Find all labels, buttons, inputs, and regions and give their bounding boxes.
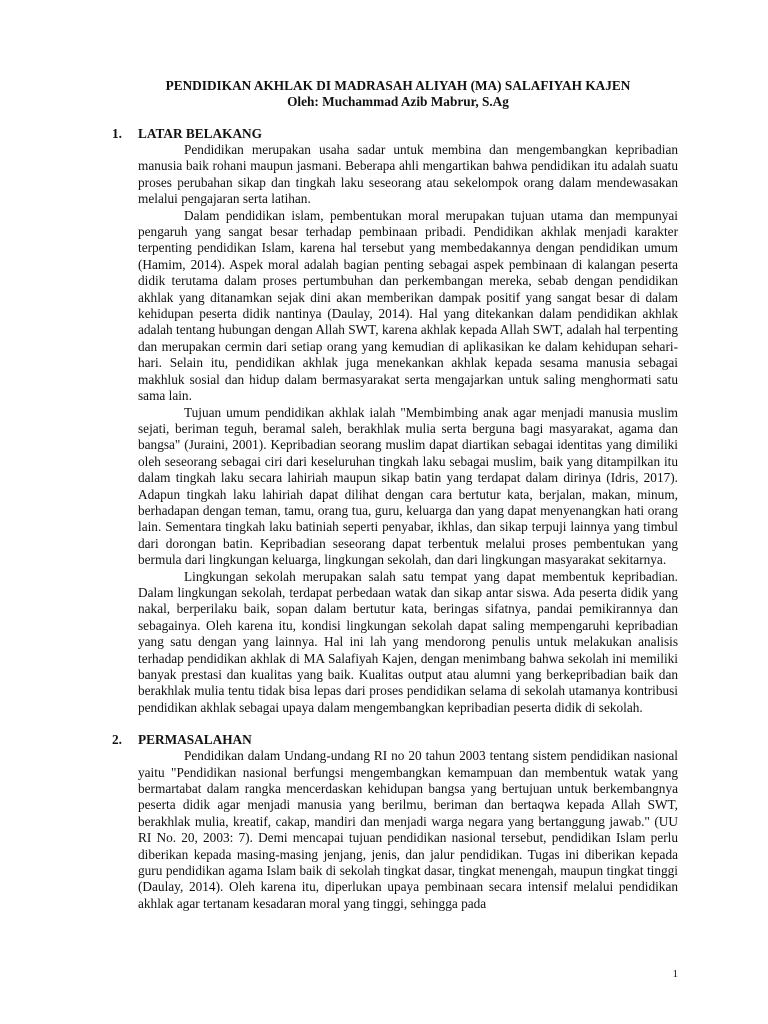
- paragraph: Pendidikan merupakan usaha sadar untuk membina dan mengembangkan kepribadian manusia baik rohani maupun jasmani. Beberapa ahli mengartikan bahwa pendidikan itu adalah suatu proses perubahan sikap dan tingkah laku seseorang atau sekelompok orang dalam mendewasakan melalui pengajaran serta latihan.: [138, 142, 678, 207]
- section-number: 2.: [112, 732, 122, 748]
- document-author: Oleh: Muchammad Azib Mabrur, S.Ag: [287, 94, 509, 109]
- paragraph: Dalam pendidikan islam, pembentukan moral merupakan tujuan utama dan mempunyai pengaruh yang sangat besar terhadap pembinaan pribadi. Pendidikan akhlak menjadi karakter terpenting pendidikan Islam, karena hal tersebut yang membedakannya dengan pendidikan umum (Hamim, 2014). Aspek moral adalah bagian penting sebagai aspek pembinaan di kalangan peserta didik terutama dalam proses pertumbuhan dan perkembangan mereka, sebab dengan pendidikan akhlak yang ditanamkan sejak dini akan memberikan dampak positif yang sangat besar di dalam kehidupan peserta didik nantinya (Daulay, 2014). Hal yang ditekankan dalam pendidikan akhlak adalah tentang hubungan dengan Allah SWT, karena akhlak kepada Allah SWT, adalah hal terpenting dan merupakan cermin dari setiap orang yang kemudian di aplikasikan ke dalam kehidupan sehari-hari. Selain itu, pendidikan akhlak juga menekankan akhlak kepada sesama manusia sebagai makhluk sosial dan hidup dalam bermasyarakat serta mengajarkan untuk saling menghormati satu sama lain.: [138, 207, 678, 404]
- section-heading: [112, 732, 652, 748]
- paragraph: Pendidikan dalam Undang-undang RI no 20 tahun 2003 tentang sistem pendidikan nasional yaitu "Pendidikan nasional berfungsi mengembangkan kemampuan dan membentuk watak yang bermartabat dalam rangka mencerdaskan kehidupan bangsa yang bertujuan untuk berkembangnya peserta didik agar menjadi manusia yang berilmu, beriman dan bertaqwa kepada Allah SWT, berakhlak mulia, kreatif, cakap, mandiri dan menjadi warga negara yang bertanggung jawab." (UU RI No. 20, 2003: 7). Demi mencapai tujuan pendidikan nasional tersebut, pendidikan Islam perlu diberikan kepada masing-masing jenjang, jenis, dan jalur pendidikan. Tugas ini diberikan kepada guru pendidikan agama Islam baik di sekolah tingkat dasar, tingkat menengah, maupun tingkat tinggi (Daulay, 2014). Oleh karena itu, diperlukan upaya pembinaan secara intensif melalui pendidikan akhlak agar tertanam kesadaran moral yang tinggi, sehingga pada: [138, 748, 678, 911]
- section-title: LATAR BELAKANG: [138, 126, 262, 141]
- paragraph: Tujuan umum pendidikan akhlak ialah "Membimbing anak agar menjadi manusia muslim sejati, beriman teguh, beramal saleh, berakhlak mulia serta berguna bagi masyarakat, agama dan bangsa" (Juraini, 2001). Kepribadian seorang muslim dapat diartikan sebagai identitas yang dimiliki oleh seseorang sebagai ciri dari keseluruhan tingkah laku sebagai muslim, baik yang ditampilkan itu dalam tingkah laku secara lahiriah maupun sikap batin yang terdapat dalam dirinya (Idris, 2017). Adapun tingkah laku lahiriah dapat dilihat dengan cara bertutur kata, berjalan, makan, minum, berhadapan dengan teman, tamu, orang tua, guru, keluarga dan yang dapat menyenangkan hati orang lain. Sementara tingkah laku batiniah seperti penyabar, ikhlas, dan sikap terpuji lainnya yang timbul dari dorongan batin. Kepribadian seseorang dapat terbentuk melalui proses pembentukan yang bermula dari lingkungan keluarga, lingkungan sekolah, dan dari lingkungan masyarakat sekitarnya.: [138, 404, 678, 568]
- section-number: 1.: [112, 126, 122, 141]
- paragraph: Lingkungan sekolah merupakan salah satu tempat yang dapat membentuk kepribadian. Dalam lingkungan sekolah, terdapat perbedaan watak dan sikap antar siswa. Ada peserta didik yang nakal, berperilaku baik, sopan dalam bertutur kata, beringas sifatnya, pandai pemikirannya dan sebagainya. Oleh karena itu, kondisi lingkungan sekolah dapat saling mempengaruhi kepribadian yang satu dengan yang lainnya. Hal ini lah yang mendorong penulis untuk melakukan analisis terhadap pendidikan akhlak di MA Salafiyah Kajen, dengan menimbang bahwa sekolah ini memiliki banyak prestasi dan kualitas yang baik. Kualitas output atau alumni yang berkepribadian baik dan berakhlak mulia tentu tidak bisa lepas dari proses pendidikan selama di sekolah utamanya kontribusi pendidikan akhlak sebagai upaya dalam mengembangkan kepribadian peserta didik di sekolah.: [138, 568, 678, 715]
- section-heading: [112, 126, 652, 142]
- section-title: PERMASALAHAN: [138, 732, 252, 748]
- section-latar-belakang: [112, 126, 678, 716]
- document-title: PENDIDIKAN AKHLAK DI MADRASAH ALIYAH (MA) SALAFIYAH KAJEN: [165, 78, 631, 93]
- section-permasalahan: [112, 732, 678, 912]
- page-number: 1: [672, 968, 678, 980]
